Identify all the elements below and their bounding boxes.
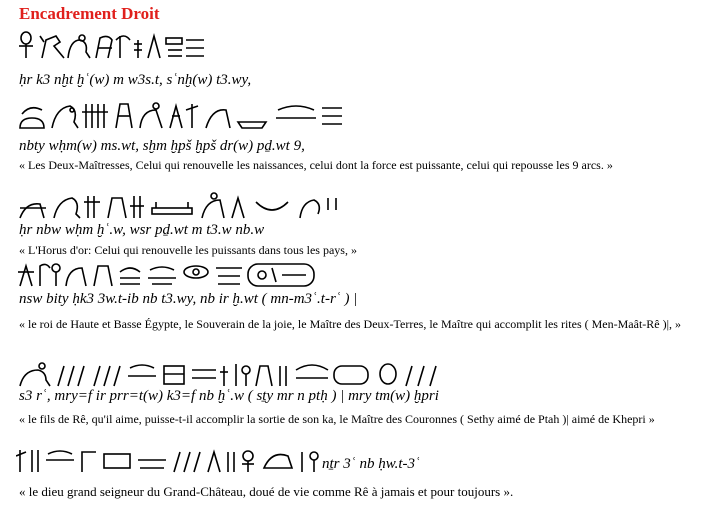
transliteration-1: ḥr k3 nḫt ḫʿ(w) m w3s.t, sʿnḫ(w) t3.wy,: [19, 72, 252, 88]
translation-5: « le fils de Rê, qu'il aime, puisse-t-il accomplir la sortie de son ka, le Maître des Couronnes ( Sethy aimé de Ptah )| aimé de Khepri »: [19, 412, 655, 426]
hieroglyph-line-6: [16, 444, 328, 474]
translation-6: « le dieu grand seigneur du Grand-Château, doué de vie comme Rê à jamais et pour toujours ».: [19, 484, 514, 499]
transliteration-6: nṯr 3ʿ nb ḥw.t-3ʿ: [322, 456, 421, 472]
translation-3: « L'Horus d'or: Celui qui renouvelle les puissants dans tous les pays, »: [19, 243, 357, 257]
hieroglyph-line-4: [16, 258, 316, 288]
hieroglyph-line-3: [16, 190, 346, 220]
page-title: Encadrement Droit: [19, 4, 160, 23]
transliteration-2: nbty wḥm(w) ms.wt, sḫm ḫpš ḫpš dr(w) pḏ.wt 9,: [19, 138, 305, 154]
translation-4: « le roi de Haute et Basse Égypte, le Souverain de la joie, le Maître des Deux-Terres, le Maître qui accomplit les rites ( Men-Maât-Rê )|, »: [19, 317, 682, 331]
transliteration-3: ḥr nbw wḥm ḫʿ.w, wsr pḏ.wt m t3.w nb.w: [19, 222, 265, 238]
hieroglyph-line-5: [16, 358, 446, 388]
hieroglyph-line-2: [16, 100, 346, 130]
transliteration-4: nsw bity ḥk3 3w.t-ib nb t3.wy, nb ir ḫ.wt ( mn-m3ʿ.t-rʿ ) |: [19, 291, 358, 307]
hieroglyph-line-1: [16, 30, 206, 60]
transliteration-5: s3 rʿ, mry=f ir prr=t(w) k3=f nb ḫʿ.w ( sṯy mr n ptḥ ) | mry tm(w) ḫpri: [19, 388, 439, 404]
translation-2: « Les Deux-Maîtresses, Celui qui renouvelle les naissances, celui dont la force est puissante, celui qui repousse les 9 arcs. »: [19, 158, 613, 172]
